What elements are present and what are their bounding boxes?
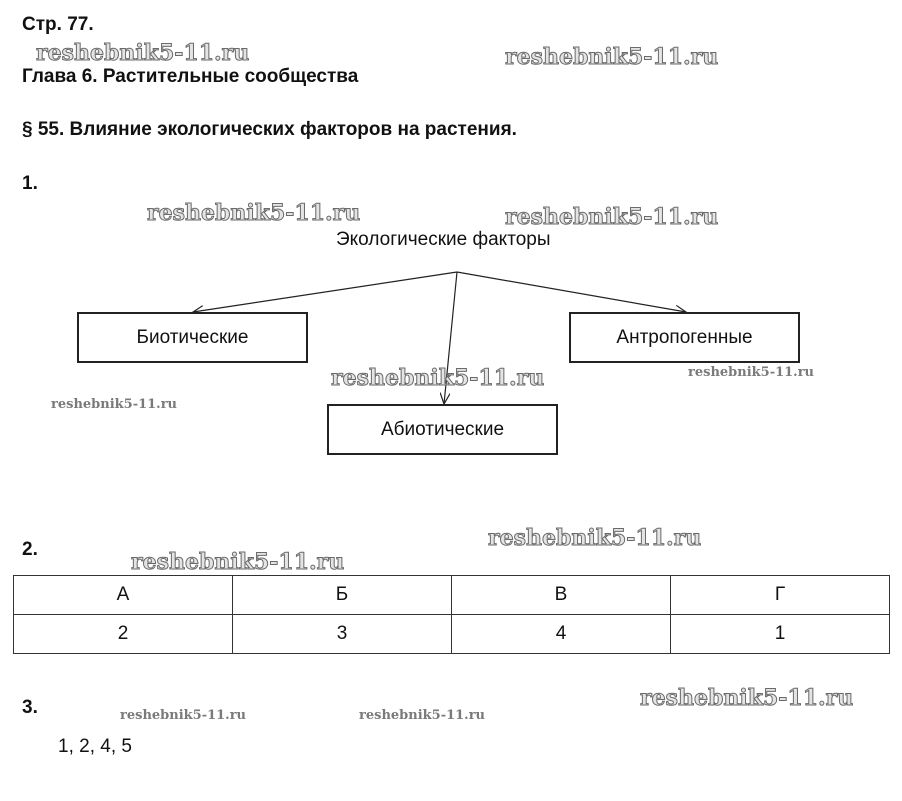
table-cell: 4	[452, 615, 671, 654]
watermark: reshebnik5-11.ru	[147, 200, 361, 226]
node-biotic	[77, 312, 308, 363]
watermark: reshebnik5-11.ru	[359, 708, 486, 723]
watermark: reshebnik5-11.ru	[640, 685, 854, 711]
arrow-to-biotic	[193, 272, 457, 312]
table-row	[14, 615, 890, 654]
table-cell: 1	[671, 615, 890, 654]
node-abiotic-label: Абиотические	[380, 418, 505, 440]
table-header-cell: Б	[233, 576, 452, 615]
table-header-row	[14, 576, 890, 615]
table-header-cell: А	[14, 576, 233, 615]
watermark: reshebnik5-11.ru	[505, 204, 719, 230]
node-anthropogenic	[569, 312, 800, 363]
watermark: reshebnik5-11.ru	[488, 525, 702, 551]
node-anthropogenic-label: Антропогенные	[616, 326, 753, 348]
node-abiotic	[327, 404, 558, 455]
node-biotic-label: Биотические	[136, 326, 249, 348]
watermark: reshebnik5-11.ru	[131, 549, 345, 575]
arrow-to-anthropogenic	[457, 272, 686, 312]
task-2-label: 2.	[22, 539, 38, 560]
section-title: § 55. Влияние экологических факторов на растения.	[22, 119, 517, 140]
watermark: reshebnik5-11.ru	[688, 365, 815, 380]
watermark: reshebnik5-11.ru	[120, 708, 247, 723]
diagram-root-label: Экологические факторы	[336, 229, 551, 250]
watermark: reshebnik5-11.ru	[51, 397, 178, 412]
watermark: reshebnik5-11.ru	[36, 40, 250, 66]
watermark: reshebnik5-11.ru	[505, 44, 719, 70]
table-header-cell: В	[452, 576, 671, 615]
table-cell: 3	[233, 615, 452, 654]
watermark: reshebnik5-11.ru	[331, 365, 545, 391]
table-header-cell: Г	[671, 576, 890, 615]
table-cell: 2	[14, 615, 233, 654]
page-number: Стр. 77.	[22, 14, 94, 35]
task-3-answer: 1, 2, 4, 5	[58, 736, 132, 757]
chapter-title: Глава 6. Растительные сообщества	[22, 66, 359, 87]
task-3-label: 3.	[22, 697, 38, 718]
task-1-label: 1.	[22, 173, 38, 194]
answer-table	[13, 575, 890, 654]
